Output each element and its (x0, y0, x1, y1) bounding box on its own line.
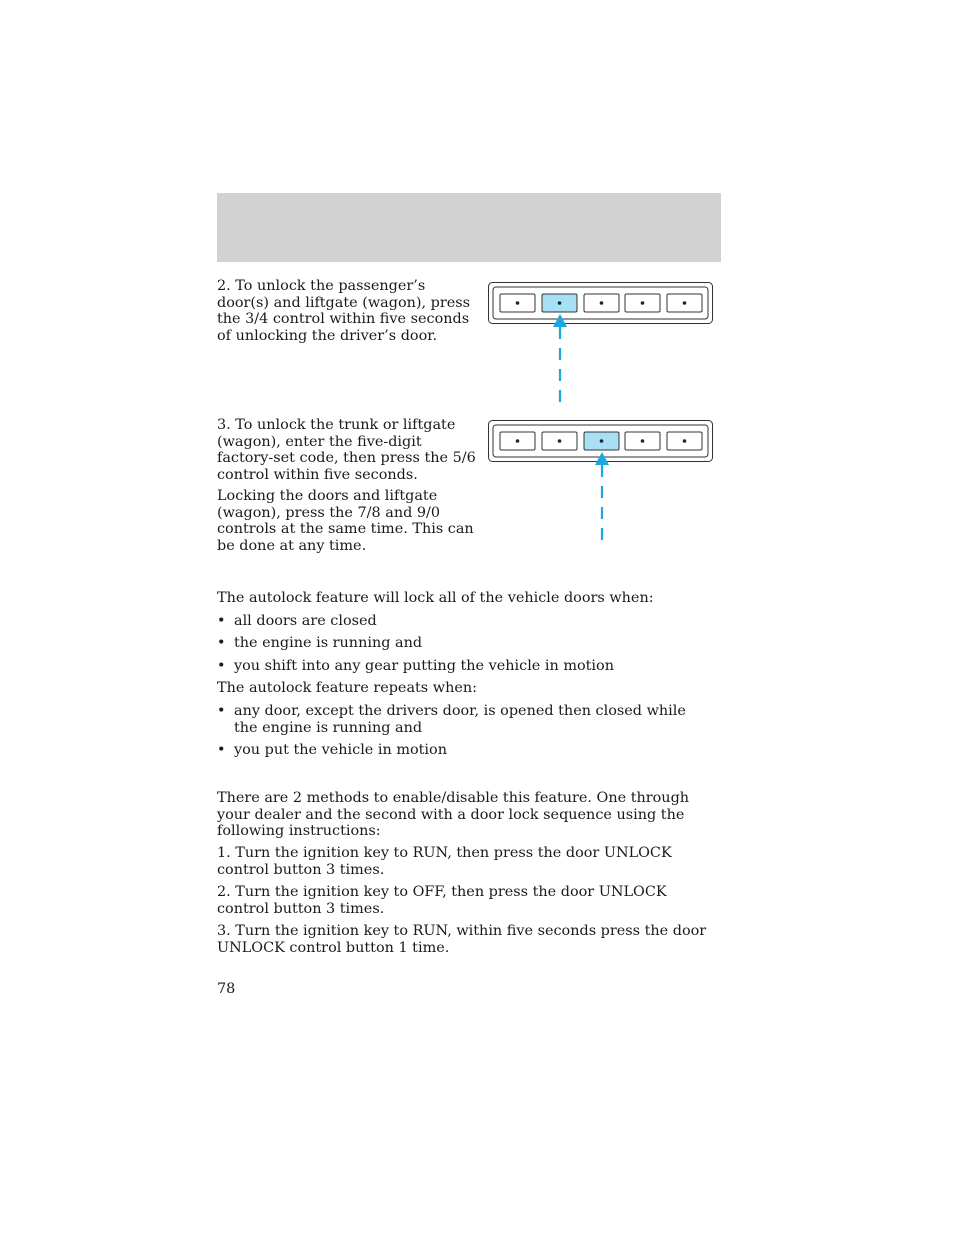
keypad-svg-2 (487, 419, 715, 543)
bullet-icon: • (217, 635, 226, 651)
keypad-button-dot (600, 439, 604, 443)
keypad-button-dot (683, 301, 687, 305)
bullet-text: the engine is running and (234, 635, 423, 651)
list-item (217, 742, 707, 759)
section-header-band (217, 193, 721, 262)
keypad-button-dot (641, 301, 645, 305)
bullet-text: all doors are closed (234, 613, 377, 629)
keypad-button-dot (516, 439, 520, 443)
autolock-repeat-intro: The autolock feature repeats when: (217, 680, 477, 696)
bullet-text: any door, except the drivers door, is opened then closed while the engine is running and (234, 703, 686, 736)
bullet-icon: • (217, 613, 226, 629)
keypad-button-dot (600, 301, 604, 305)
keypad-button-dot (641, 439, 645, 443)
keypad-button-dot (558, 439, 562, 443)
keypad-illustration-2 (487, 419, 715, 543)
list-item (217, 658, 707, 675)
keypad-button-dot (516, 301, 520, 305)
list-item (217, 635, 707, 652)
step-3-text: 3. To unlock the trunk or liftgate (wagon), enter the five-digit factory-set code, then press the 5/6 control within five seconds. (217, 417, 476, 483)
locking-note-text: Locking the doors and liftgate (wagon), press the 7/8 and 9/0 controls at the same time. This can be done at any time. (217, 488, 474, 554)
bullet-icon: • (217, 658, 226, 674)
list-item (217, 703, 707, 736)
enable-disable-intro: There are 2 methods to enable/disable this feature. One through your dealer and the second with a door lock sequence using the following instructions: (217, 790, 690, 839)
list-item (217, 613, 707, 630)
bullet-text: you put the vehicle in motion (234, 742, 447, 758)
bullet-icon: • (217, 703, 226, 719)
enable-step-1: 1. Turn the ignition key to RUN, then press the door UNLOCK control button 3 times. (217, 845, 672, 878)
bullet-icon: • (217, 742, 226, 758)
keypad-button-dot (558, 301, 562, 305)
step-2-text: 2. To unlock the passenger’s door(s) and liftgate (wagon), press the 3/4 control within five seconds of unlocking the driver’s door. (217, 278, 471, 344)
keypad-svg-1 (487, 281, 715, 405)
autolock-intro: The autolock feature will lock all of the vehicle doors when: (217, 590, 654, 606)
page-number: 78 (217, 981, 236, 997)
enable-step-2: 2. Turn the ignition key to OFF, then press the door UNLOCK control button 3 times. (217, 884, 667, 917)
keypad-button-dot (683, 439, 687, 443)
bullet-text: you shift into any gear putting the vehicle in motion (234, 658, 614, 674)
keypad-illustration-1 (487, 281, 715, 405)
enable-step-3: 3. Turn the ignition key to RUN, within five seconds press the door UNLOCK control button 1 time. (217, 923, 707, 956)
